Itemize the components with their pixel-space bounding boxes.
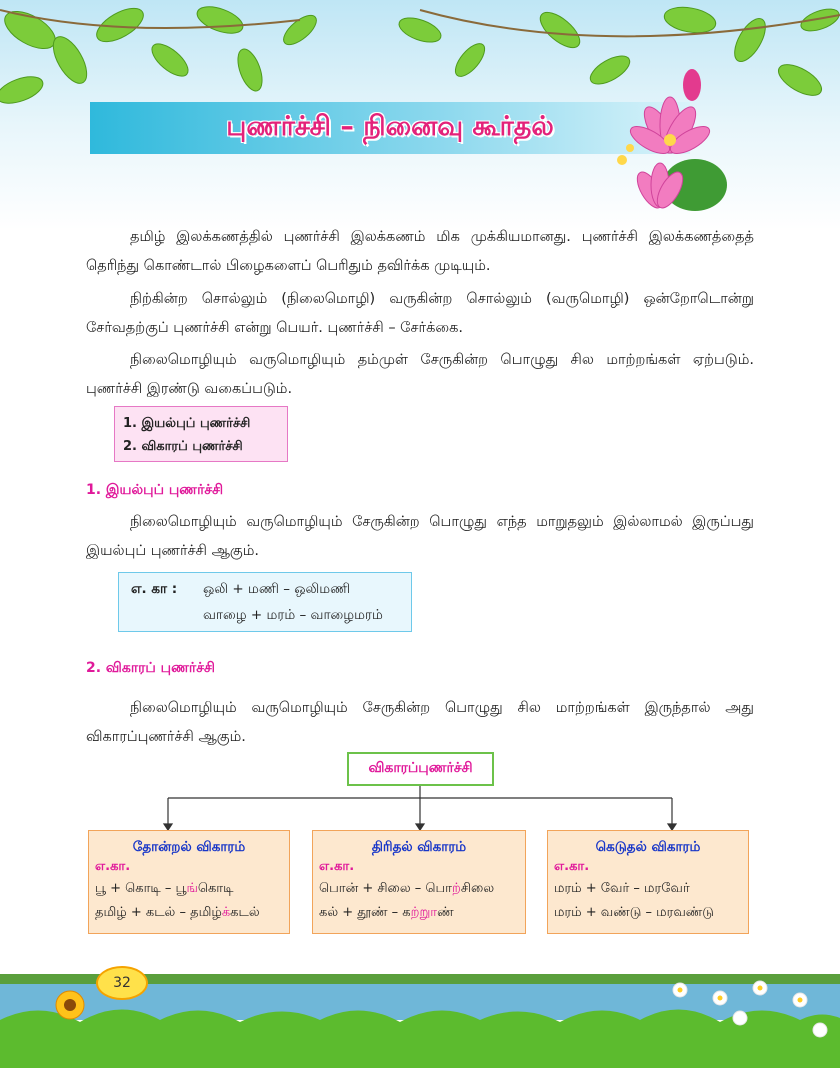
card-row: கல் + தூண் – கற்றுாண் [319,905,454,920]
card-thondral [88,830,290,934]
diagram-root: விகாரப்புணர்ச்சி [347,752,494,786]
card-thirithal [312,830,526,934]
page-title: புணர்ச்சி – நினைவு கூர்தல் [226,110,554,142]
intro-paragraph-1: தமிழ் இலக்கணத்தில் புணர்ச்சி இலக்கணம் மிக முக்கியமானது. புணர்ச்சி இலக்கணத்தைத் தெரிந்து கொண்டால் பிழைகளைப் பெரிதும் தவிர்க்க முடியும். [86,229,754,274]
card-row: மரம் + வண்டு – மரவண்டு [554,905,714,920]
intro-paragraph-2: நிற்கின்ற சொல்லும் (நிலைமொழி) வருகின்ற சொல்லும் (வருமொழி) ஒன்றோடொன்று சேர்வதற்குப் புணர்ச்சி என்று பெயர். புணர்ச்சி – சேர்க்கை. [86,291,754,336]
card-eg-label: எ.கா. [319,859,355,874]
vikaram-paragraph: நிலைமொழியும் வருமொழியும் சேருகின்ற பொழுது சில மாற்றங்கள் இருந்தால் அது விகாரப்புணர்ச்சி ஆகும். [86,700,754,745]
diagram-connectors [0,786,840,834]
card-eg-label: எ.கா. [554,859,590,874]
card-keduthal [547,830,749,934]
card-title: தோன்றல் விகாரம் [132,839,246,855]
types-box [114,406,288,462]
iyalbu-paragraph: நிலைமொழியும் வருமொழியும் சேருகின்ற பொழுது எந்த மாறுதலும் இல்லாமல் இருப்பது இயல்புப் புணர்ச்சி ஆகும். [86,514,754,559]
card-row: பொன் + சிலை – பொற்சிலை [319,881,495,896]
card-row: தமிழ் + கடல் – தமிழ்க்கடல் [95,905,260,920]
page-number: 32 [96,966,148,1000]
card-row: மரம் + வேர் – மரவேர் [554,881,690,896]
example-box [118,572,412,632]
card-eg-label: எ.கா. [95,859,131,874]
section-heading-iyalbu: 1. இயல்புப் புணர்ச்சி [86,482,224,498]
lotus-flower-icon [600,60,740,220]
card-row: பூ + கொடி – பூங்கொடி [95,881,234,896]
card-title: திரிதல் விகாரம் [371,839,467,855]
example-row-1: ஒலி + மணி – ஒலிமணி [203,581,351,597]
card-title: கெடுதல் விகாரம் [595,839,701,855]
type-item-1: 1. இயல்புப் புணர்ச்சி [123,416,251,431]
example-label: எ. கா : [131,581,178,597]
section-heading-vikaram: 2. விகாரப் புணர்ச்சி [86,660,215,676]
type-item-2: 2. விகாரப் புணர்ச்சி [123,439,243,454]
example-row-2: வாழை + மரம் – வாழைமரம் [203,607,383,623]
intro-paragraph-3: நிலைமொழியும் வருமொழியும் தம்முள் சேருகின்ற பொழுது சில மாற்றங்கள் ஏற்படும். புணர்ச்சி இரண்டு வகைப்படும். [86,352,754,397]
